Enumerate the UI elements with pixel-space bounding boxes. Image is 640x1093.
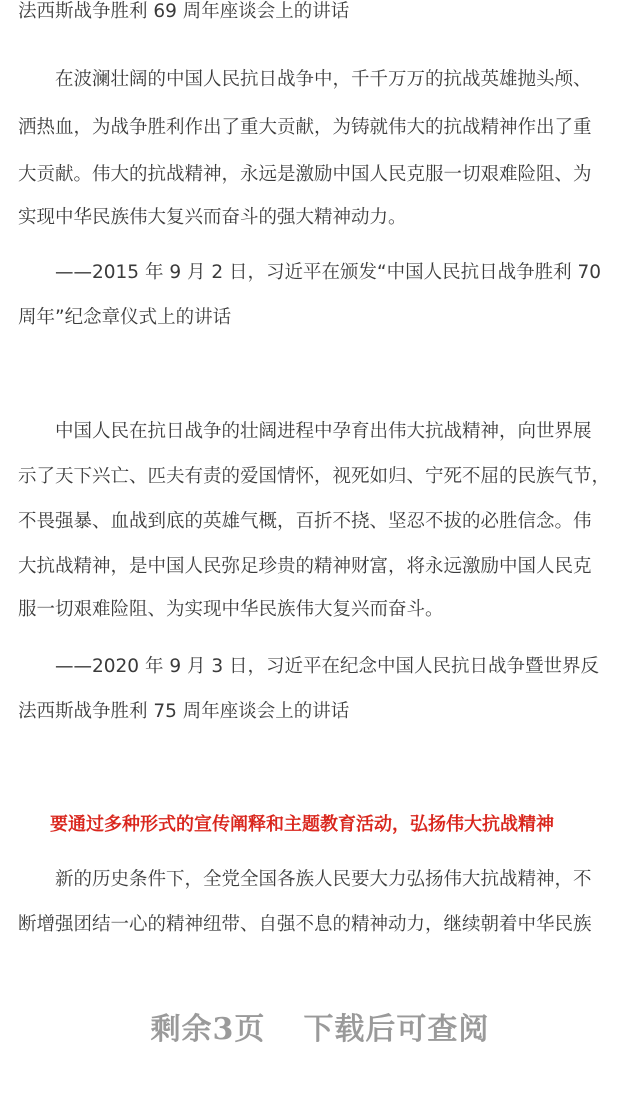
text-line: 法西斯战争胜利 69 周年座谈会上的讲话 (18, 1, 350, 22)
text-line: 服一切艰难险阻、为实现中华民族伟大复兴而奋斗。 (18, 599, 444, 620)
quote-attribution-line: 法西斯战争胜利 75 周年座谈会上的讲话 (18, 701, 350, 722)
text-line: 断增强团结一心的精神纽带、自强不息的精神动力，继续朝着中华民族 (18, 914, 592, 935)
text-line: 大抗战精神，是中国人民弥足珍贵的精神财富，将永远激励中国人民克 (18, 556, 592, 577)
text-line: 在波澜壮阔的中国人民抗日战争中，千千万万的抗战英雄抛头颅、 (18, 69, 592, 90)
download-to-view-label: 下载后可查阅 (303, 1012, 490, 1047)
remaining-pages-label: 剩余3页 (150, 1012, 266, 1047)
text-line: 示了天下兴亡、匹夫有责的爱国情怀，视死如归、宁死不屈的民族气节， (18, 466, 611, 487)
download-prompt[interactable] (0, 1010, 640, 1050)
quote-attribution-line: 周年”纪念章仪式上的讲话 (18, 307, 232, 328)
text-line: 大贡献。伟大的抗战精神，永远是激励中国人民克服一切艰难险阻、为 (18, 164, 592, 185)
text-line: 洒热血，为战争胜利作出了重大贡献，为铸就伟大的抗战精神作出了重 (18, 117, 592, 138)
quote-attribution-line: ——2015 年 9 月 2 日，习近平在颁发“中国人民抗日战争胜利 70 (18, 262, 602, 283)
section-heading: 要通过多种形式的宣传阐释和主题教育活动，弘扬伟大抗战精神 (50, 814, 554, 835)
text-line: 中国人民在抗日战争的壮阔进程中孕育出伟大抗战精神，向世界展 (18, 421, 592, 442)
text-line: 实现中华民族伟大复兴而奋斗的强大精神动力。 (18, 207, 407, 228)
text-line: 新的历史条件下，全党全国各族人民要大力弘扬伟大抗战精神，不 (18, 869, 592, 890)
quote-attribution-line: ——2020 年 9 月 3 日，习近平在纪念中国人民抗日战争暨世界反 (18, 656, 600, 677)
text-line: 不畏强暴、血战到底的英雄气概，百折不挠、坚忍不拔的必胜信念。伟 (18, 511, 592, 532)
